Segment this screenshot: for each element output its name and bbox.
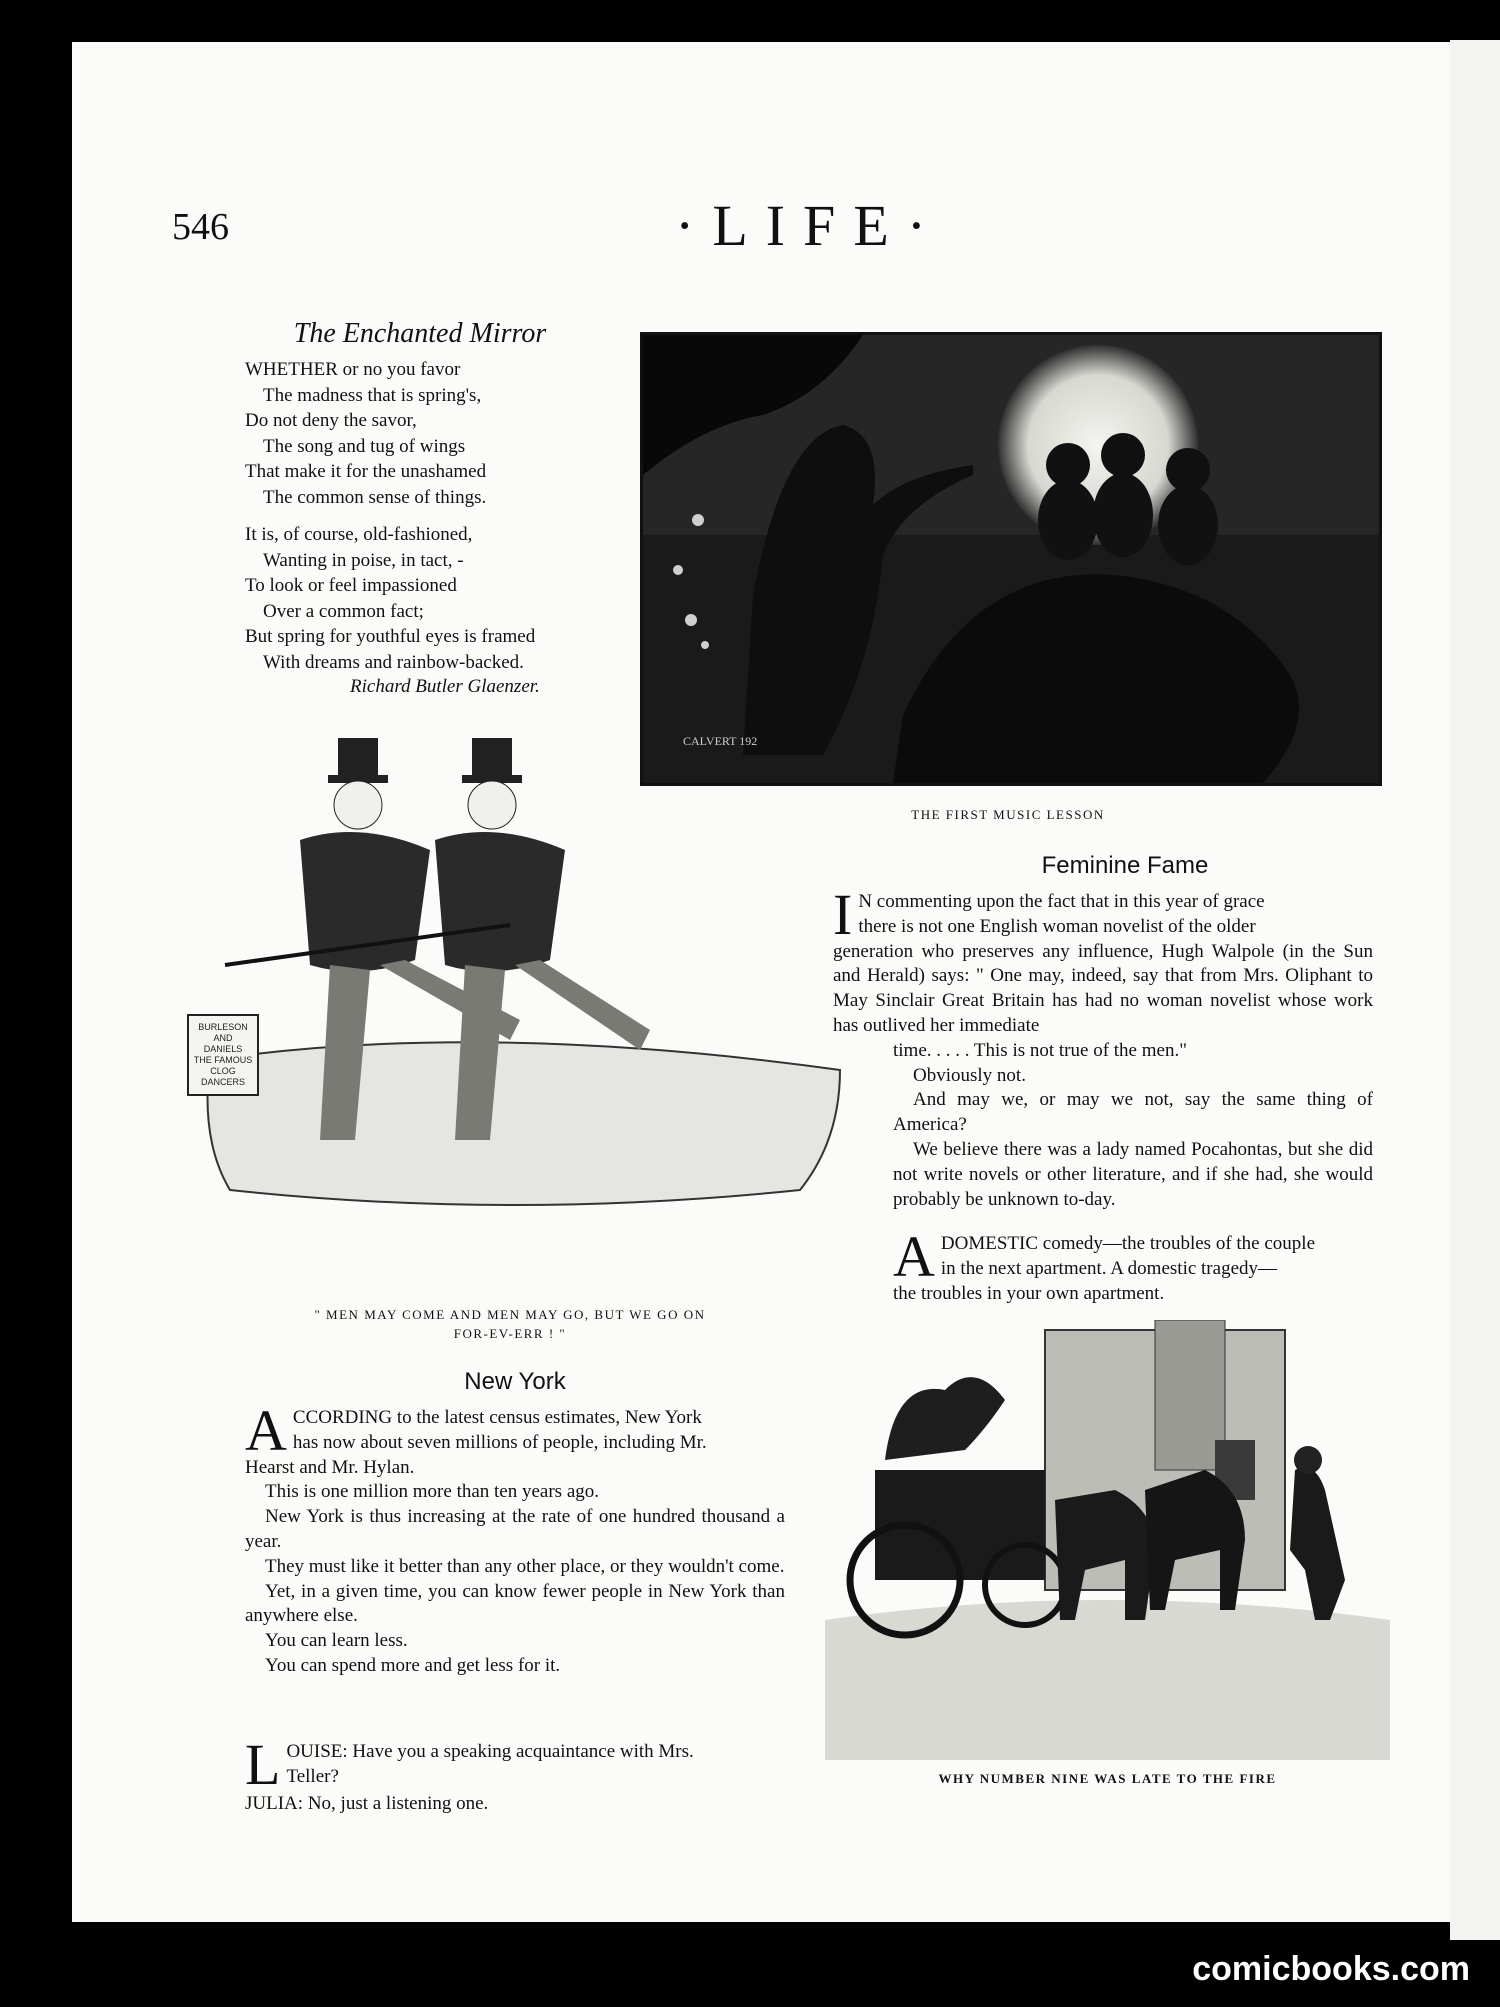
feminine-fame-lead-line-2: there is not one English woman novelist of the older [858, 915, 1256, 937]
new-york-dropcap: A [245, 1398, 287, 1463]
sign-line-5: CLOG [210, 1066, 236, 1076]
stanza2-line: To look or feel impassioned [245, 575, 457, 596]
feminine-fame-paragraph: And may we, or may we not, say the same thing of America? [893, 1089, 1373, 1136]
domestic-line-3: the troubles in your own apartment. [893, 1282, 1165, 1304]
new-york-heading: New York [464, 1368, 566, 1395]
poem-author: Richard Butler Glaenzer. [350, 676, 540, 697]
domestic-dropcap: A [893, 1224, 935, 1289]
first-music-lesson-caption: THE FIRST MUSIC LESSON [911, 807, 1105, 822]
feminine-fame-dropcap: I [833, 882, 853, 947]
stanza1-line: The madness that is spring's, [263, 384, 482, 406]
stanza1-line: That make it for the unashamed [245, 461, 487, 482]
julia-text: No, just a listening one. [307, 1792, 489, 1814]
new-york-lead-line-1: CCORDING to the latest census estimates, New York [292, 1407, 702, 1428]
page-number: 546 [172, 206, 229, 248]
louise-line-2: Teller? [286, 1765, 339, 1787]
new-york-paragraph: You can learn less. [265, 1630, 408, 1652]
stanza2-line: But spring for youthful eyes is framed [245, 626, 536, 647]
stanza2-line: With dreams and rainbow-backed. [263, 651, 524, 673]
sign-line-3: DANIELS [203, 1044, 243, 1054]
new-york-paragraph: Yet, in a given time, you can know fewer people in New York than anywhere else. [245, 1580, 785, 1627]
stanza2-line: It is, of course, old-fashioned, [245, 524, 473, 545]
new-york-paragraph: They must like it better than any other place, or they wouldn't come. [265, 1555, 785, 1577]
facing-page-edge [1450, 40, 1500, 1940]
stanza1-line: WHETHER or no you favor [245, 359, 461, 380]
fire-engine-illustration [825, 1320, 1390, 1760]
fire-engine-caption: WHY NUMBER NINE WAS LATE TO THE FIRE [938, 1771, 1277, 1786]
domestic-line-1: DOMESTIC comedy—the troubles of the couple [940, 1233, 1316, 1254]
new-york-lead-line-2: has now about seven millions of people, including Mr. [292, 1431, 707, 1453]
poem-title: The Enchanted Mirror [293, 318, 547, 349]
stanza2-line: Wanting in poise, in tact, - [263, 549, 464, 571]
new-york-paragraph: You can spend more and get less for it. [265, 1654, 561, 1676]
poem-stanza-2 [245, 522, 605, 675]
poem-stanza-1 [245, 357, 605, 510]
domestic-line-2: in the next apartment. A domestic tragedy— [940, 1257, 1277, 1279]
sign-line-2: AND [213, 1033, 233, 1043]
new-york-lead-rest: Hearst and Mr. Hylan. [245, 1456, 415, 1478]
sign-line-6: DANCERS [200, 1077, 246, 1087]
louise-julia-joke [245, 1732, 785, 1816]
domestic-quip [893, 1224, 1373, 1306]
feminine-fame-paragraph: We believe there was a lady named Pocahontas, but she did not write novels or other literature, and if she had, she would probably be unknown to-day. [893, 1138, 1373, 1210]
louise-dropcap: L [245, 1732, 281, 1797]
first-music-lesson-illustration [640, 332, 1382, 786]
feminine-fame-lead-rest: generation who preserves any influence, Hugh Walpole (in the Sun and Herald) says: " One may, indeed, say that from Mrs. Oliphant to May Sinclair Great Britain has had no woman novelist whose work has outlived her immediate [833, 940, 1373, 1036]
masthead: ·LIFE· [675, 193, 945, 258]
new-york-paragraph: New York is thus increasing at the rate of one hundred thousand a year. [245, 1506, 785, 1552]
sign-line-4: THE FAMOUS [193, 1055, 253, 1065]
new-york-paragraph: This is one million more than ten years ago. [265, 1481, 600, 1503]
clog-dancers-caption [240, 1305, 780, 1343]
stanza1-line: Do not deny the savor, [245, 410, 417, 431]
new-york-article [245, 1398, 785, 1679]
feminine-fame-quote-end: time. . . . . This is not true of the men." [893, 1039, 1187, 1061]
clog-dancers-caption-line-2: FOR-EV-ERR ! " [453, 1326, 567, 1341]
feminine-fame-lead-line-1: N commenting upon the fact that in this year of grace [858, 891, 1265, 912]
clog-dancers-caption-line-1: " MEN MAY COME AND MEN MAY GO, BUT WE GO ON [314, 1307, 706, 1322]
feminine-fame-heading: Feminine Fame [1041, 852, 1209, 879]
louise-line-1: OUISE: Have you a speaking acquaintance with Mrs. [286, 1741, 694, 1762]
artist-signature: CALVERT 192 [683, 734, 758, 748]
clog-dancers-illustration [180, 720, 860, 1280]
julia-label: JULIA: [245, 1792, 304, 1814]
stanza1-line: The song and tug of wings [263, 435, 466, 457]
stanza2-line: Over a common fact; [263, 600, 424, 622]
sign-line-1: BURLESON [198, 1022, 248, 1032]
feminine-fame-paragraph: Obviously not. [913, 1064, 1026, 1086]
watermark: comicbooks.com [1192, 1950, 1470, 1988]
feminine-fame-article [833, 882, 1373, 1212]
stanza1-line: The common sense of things. [263, 486, 487, 508]
